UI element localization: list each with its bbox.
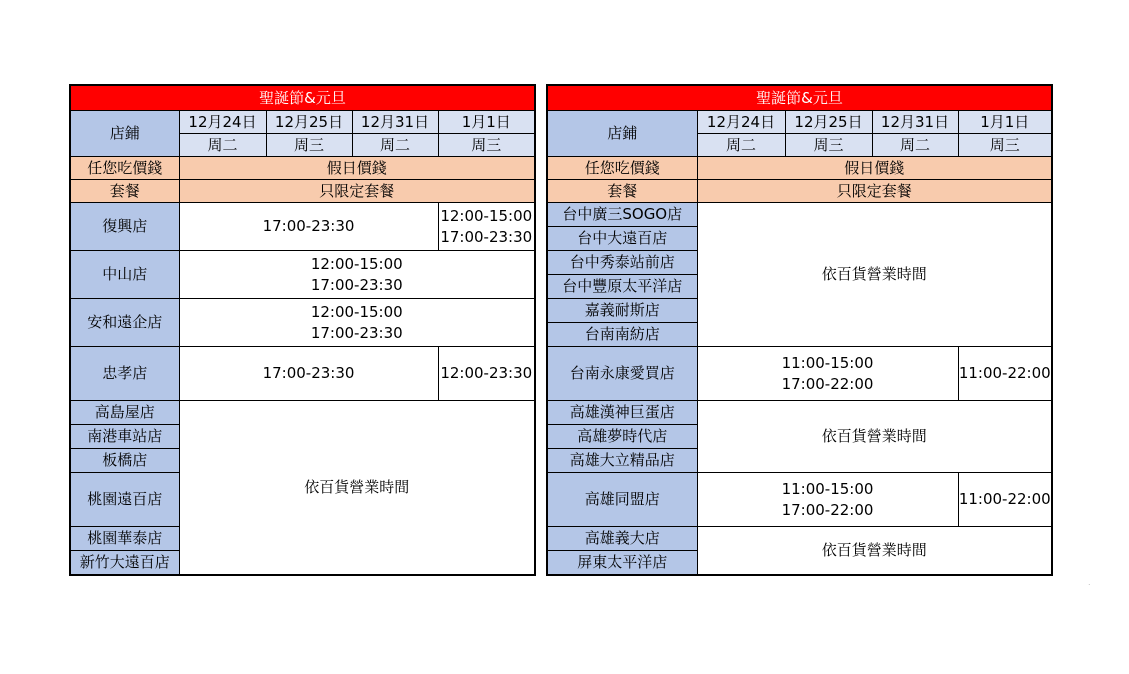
- right-schedule-table: [546, 84, 1053, 576]
- hours-line: 12:00-15:00: [440, 206, 533, 225]
- set-meal-label: 套餐: [547, 180, 697, 203]
- date-header: 12月24日: [179, 111, 266, 134]
- weekday-header: 周三: [438, 134, 535, 157]
- hours-cell: 依百貨營業時間: [697, 527, 1052, 575]
- weekday-header: 周三: [958, 134, 1052, 157]
- set-meal-label: 套餐: [70, 180, 179, 203]
- left-schedule-table: [69, 84, 536, 576]
- hours-line: 11:00-15:00: [781, 479, 874, 498]
- hours-cell: 11:00-22:00: [958, 347, 1052, 401]
- store-name: 台南永康愛買店: [547, 347, 697, 401]
- store-name: 南港車站店: [70, 425, 179, 449]
- store-name: 高雄漢神巨蛋店: [547, 401, 697, 425]
- store-name: 桃園華泰店: [70, 527, 179, 551]
- hours-line: 17:00-22:00: [781, 500, 874, 519]
- store-name: 嘉義耐斯店: [547, 299, 697, 323]
- store-header: 店鋪: [547, 111, 697, 157]
- set-meal-value: 只限定套餐: [179, 180, 535, 203]
- buffet-price-value: 假日價錢: [179, 157, 535, 180]
- hours-cell: [697, 347, 958, 401]
- store-name: 高雄大立精品店: [547, 449, 697, 473]
- hours-line: 12:00-15:00: [310, 302, 403, 321]
- hours-cell: 依百貨營業時間: [179, 401, 535, 575]
- buffet-price-label: 任您吃價錢: [70, 157, 179, 180]
- weekday-header: 周二: [872, 134, 958, 157]
- hours-cell: 12:00-23:30: [438, 347, 535, 401]
- store-name: 台中大遠百店: [547, 227, 697, 251]
- weekday-header: 周三: [785, 134, 872, 157]
- hours-cell: 17:00-23:30: [179, 203, 438, 251]
- store-name: 忠孝店: [70, 347, 179, 401]
- hours-cell: 依百貨營業時間: [697, 203, 1052, 347]
- hours-cell: 17:00-23:30: [179, 347, 438, 401]
- store-name: 屏東太平洋店: [547, 551, 697, 575]
- buffet-price-value: 假日價錢: [697, 157, 1052, 180]
- hours-cell: 依百貨營業時間: [697, 401, 1052, 473]
- hours-cell: 11:00-22:00: [958, 473, 1052, 527]
- store-name: 台中豐原太平洋店: [547, 275, 697, 299]
- store-name: 台中廣三SOGO店: [547, 203, 697, 227]
- hours-line: 17:00-23:30: [310, 323, 403, 342]
- weekday-header: 周三: [266, 134, 352, 157]
- date-header: 1月1日: [438, 111, 535, 134]
- set-meal-value: 只限定套餐: [697, 180, 1052, 203]
- hours-line: 17:00-23:30: [440, 227, 533, 246]
- weekday-header: 周二: [697, 134, 785, 157]
- date-header: 12月25日: [785, 111, 872, 134]
- date-header: 12月24日: [697, 111, 785, 134]
- buffet-price-label: 任您吃價錢: [547, 157, 697, 180]
- hours-cell: [179, 251, 535, 299]
- store-name: 復興店: [70, 203, 179, 251]
- table-title: 聖誕節&元旦: [547, 85, 1052, 111]
- store-name: 台南南紡店: [547, 323, 697, 347]
- date-header: 12月31日: [352, 111, 438, 134]
- store-name: 高雄義大店: [547, 527, 697, 551]
- store-header: 店鋪: [70, 111, 179, 157]
- hours-line: 12:00-15:00: [310, 254, 403, 273]
- hours-cell: [179, 299, 535, 347]
- store-name: 板橋店: [70, 449, 179, 473]
- corner-mark: .: [1088, 578, 1091, 587]
- weekday-header: 周二: [179, 134, 266, 157]
- hours-line: 17:00-23:30: [310, 275, 403, 294]
- date-header: 12月25日: [266, 111, 352, 134]
- store-name: 台中秀泰站前店: [547, 251, 697, 275]
- table-title: 聖誕節&元旦: [70, 85, 535, 111]
- store-name: 桃園遠百店: [70, 473, 179, 527]
- hours-cell: [697, 473, 958, 527]
- store-name: 高雄夢時代店: [547, 425, 697, 449]
- weekday-header: 周二: [352, 134, 438, 157]
- date-header: 12月31日: [872, 111, 958, 134]
- hours-line: 11:00-15:00: [781, 353, 874, 372]
- store-name: 高島屋店: [70, 401, 179, 425]
- hours-cell: [438, 203, 535, 251]
- store-name: 中山店: [70, 251, 179, 299]
- date-header: 1月1日: [958, 111, 1052, 134]
- store-name: 新竹大遠百店: [70, 551, 179, 575]
- store-name: 高雄同盟店: [547, 473, 697, 527]
- store-name: 安和遠企店: [70, 299, 179, 347]
- hours-line: 17:00-22:00: [781, 374, 874, 393]
